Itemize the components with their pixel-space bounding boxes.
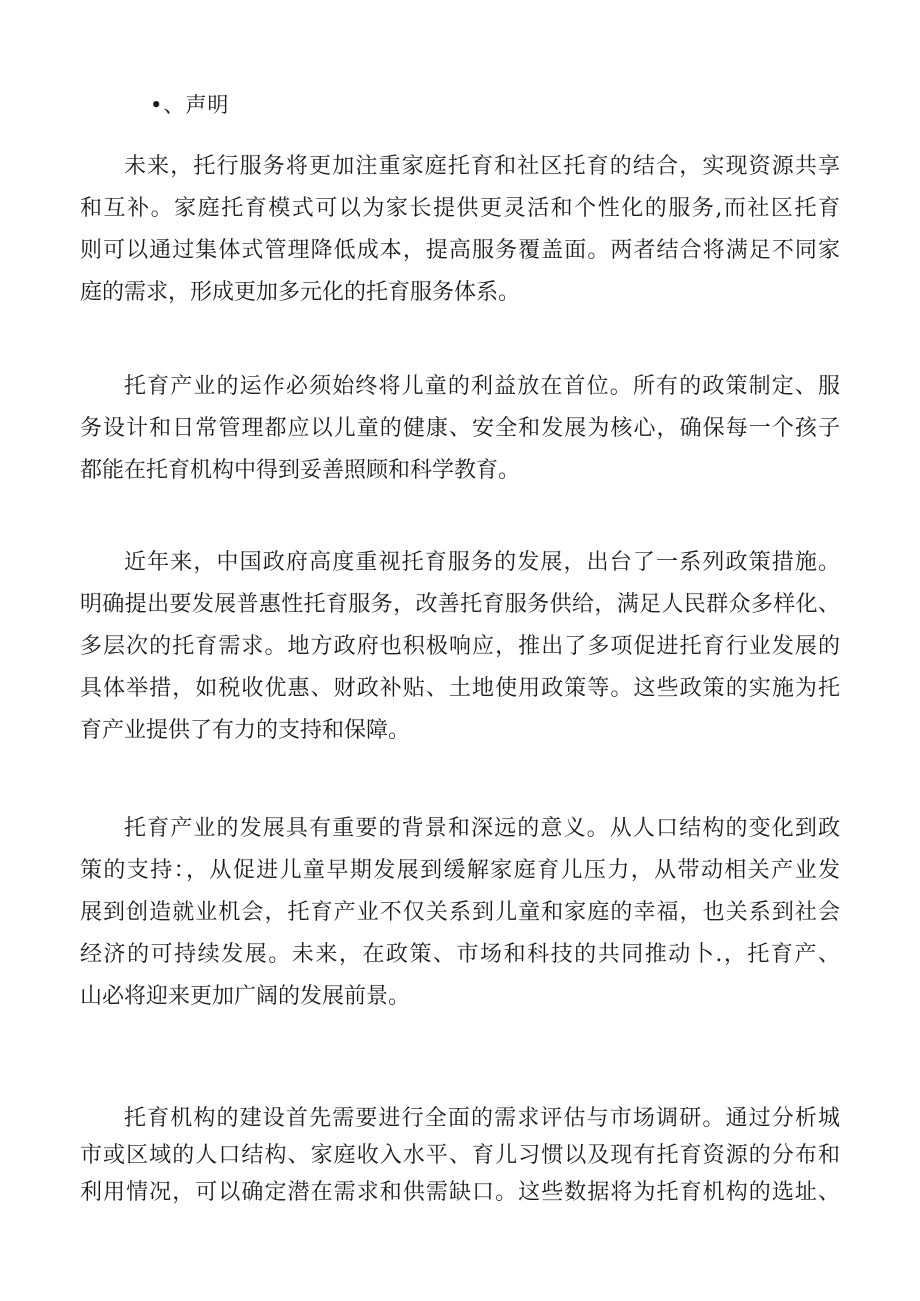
paragraph-3 [80, 542, 840, 752]
paragraph-5 [80, 1100, 840, 1211]
paragraph-4 [80, 808, 840, 1018]
paragraph-line: 都能在托育机构中得到妥善照顾和科学教育。 [80, 458, 521, 483]
paragraph-line: 则可以通过集体式管理降低成本，提高服务覆盖面。两者结合将满足不同家 [80, 238, 840, 263]
paragraph-line: 务设计和日常管理都应以儿童的健康、安全和发展为核心，确保每一个孩子 [80, 416, 840, 441]
section-heading: •、声明 [150, 93, 230, 117]
paragraph-line: 山必将迎来更加广阔的发展前景。 [80, 984, 411, 1009]
paragraph-2 [80, 366, 840, 492]
paragraph-line: 策的支持：，从促进儿童早期发展到缓解家庭育儿压力，从带动相关产业发 [80, 858, 840, 883]
paragraph-line: 利用情况，可以确定潜在需求和供需缺口。这些数据将为托育机构的选址、 [80, 1180, 840, 1205]
paragraph-line: 未来，托行服务将更加注重家庭托育和社区托育的结合，实现资源共享 [124, 154, 840, 179]
paragraph-line: 托育产业的运作必须始终将儿童的利益放在首位。所有的政策制定、服 [124, 374, 840, 399]
paragraph-1 [80, 146, 840, 314]
paragraph-line: 展到创造就业机会，托育产业不仅关系到儿童和家庭的幸福，也关系到社会 [80, 900, 840, 925]
paragraph-line: 市或区域的人口结构、家庭收入水平、育儿习惯以及现有托育资源的分布和 [80, 1143, 840, 1168]
paragraph-line: 托育产业的发展具有重要的背景和深远的意义。从人口结构的变化到政 [124, 816, 840, 841]
paragraph-line: 庭的需求，形成更加多元化的托育服务体系。 [80, 280, 521, 305]
paragraph-line: 经济的可持续发展。未来，在政策、市场和科技的共同推动卜.，托育产、 [80, 942, 840, 967]
paragraph-line: 和互补。家庭托育模式可以为家长提供更灵活和个性化的服务,而社区托育 [80, 196, 840, 221]
paragraph-line: 明确提出要发展普惠性托育服务，改善托育服务供给，满足人民群众多样化、 [80, 592, 840, 617]
paragraph-line: 托育机构的建设首先需要进行全面的需求评估与市场调研。通过分析城 [124, 1106, 840, 1131]
paragraph-line: 多层次的托育需求。地方政府也积极响应，推出了多项促进托育行业发展的 [80, 634, 840, 659]
paragraph-line: 育产业提供了有力的支持和保障。 [80, 718, 411, 743]
paragraph-line: 具体举措，如税收优惠、财政补贴、土地使用政策等。这些政策的实施为托 [80, 676, 840, 701]
paragraph-line: 近年来，中国政府高度重视托育服务的发展，出台了一系列政策措施。 [124, 550, 840, 575]
